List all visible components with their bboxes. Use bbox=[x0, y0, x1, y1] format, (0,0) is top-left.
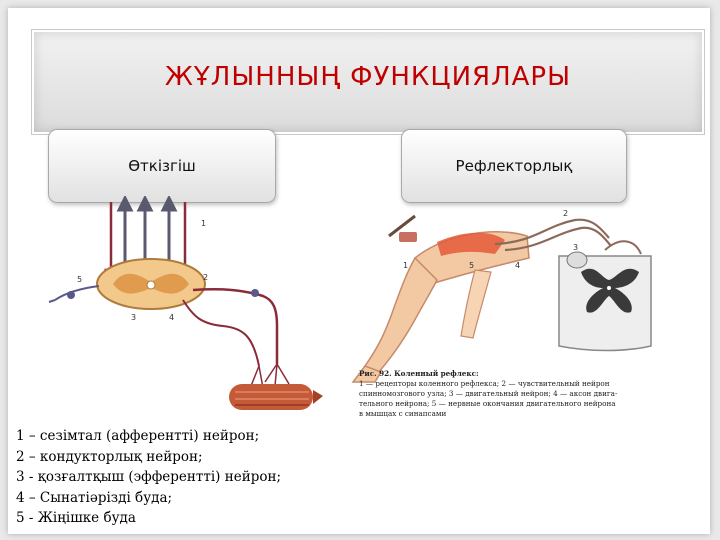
left-fig-label-2: 2 bbox=[203, 273, 209, 282]
slide bbox=[8, 8, 710, 534]
legend-line: 3 - қозғалтқыш (эфферентті) нейрон; bbox=[16, 469, 282, 485]
right-fig-label-2: 2 bbox=[563, 209, 569, 218]
spinal-pathways-illustration bbox=[33, 196, 323, 436]
reflex-caption-title: Рис. 92. Коленный рефлекс: bbox=[359, 369, 479, 378]
right-fig-label-4: 4 bbox=[515, 261, 521, 270]
tab-conductive[interactable] bbox=[48, 129, 276, 203]
left-fig-label-3: 3 bbox=[131, 313, 137, 322]
right-fig-label-3: 3 bbox=[573, 243, 579, 252]
tab-reflex[interactable] bbox=[401, 129, 627, 203]
legend-line: 4 – Сынатіәрізді буда; bbox=[16, 489, 173, 506]
legend-line: 2 – кондукторлық нейрон; bbox=[16, 448, 203, 465]
right-fig-label-5: 5 bbox=[469, 261, 475, 270]
reflex-caption-line-1: 1 — рецепторы коленного рефлекса; 2 — чувствительный нейрон bbox=[359, 379, 610, 388]
knee-reflex-illustration bbox=[345, 196, 677, 440]
legend-line: 5 - Жіңішке буда bbox=[16, 510, 136, 526]
legend-line: 1 – сезімтал (афферентті) нейрон; bbox=[16, 428, 260, 444]
reflex-caption-line-4: в мышцах с синапсами bbox=[359, 409, 447, 418]
left-fig-label-1: 1 bbox=[201, 219, 207, 228]
page-title: ЖҰЛЫННЫҢ ФУНКЦИЯЛАРЫ bbox=[164, 62, 572, 92]
tab-conductive-label: Өткізгіш bbox=[128, 157, 196, 175]
reflex-caption-line-3: тельного нейрона; 5 — нервные окончания двигательного нейрона bbox=[359, 399, 616, 408]
reflex-caption-line-2: спинномозгового узла; 3 — двигательный нейрон; 4 — аксон двига- bbox=[359, 389, 618, 398]
tab-reflex-label: Рефлекторлық bbox=[455, 157, 573, 175]
left-fig-label-4: 4 bbox=[169, 313, 175, 322]
neuron-legend bbox=[16, 426, 336, 529]
title-banner bbox=[32, 30, 704, 134]
right-fig-label-1: 1 bbox=[403, 261, 409, 270]
left-fig-label-5: 5 bbox=[77, 275, 83, 284]
